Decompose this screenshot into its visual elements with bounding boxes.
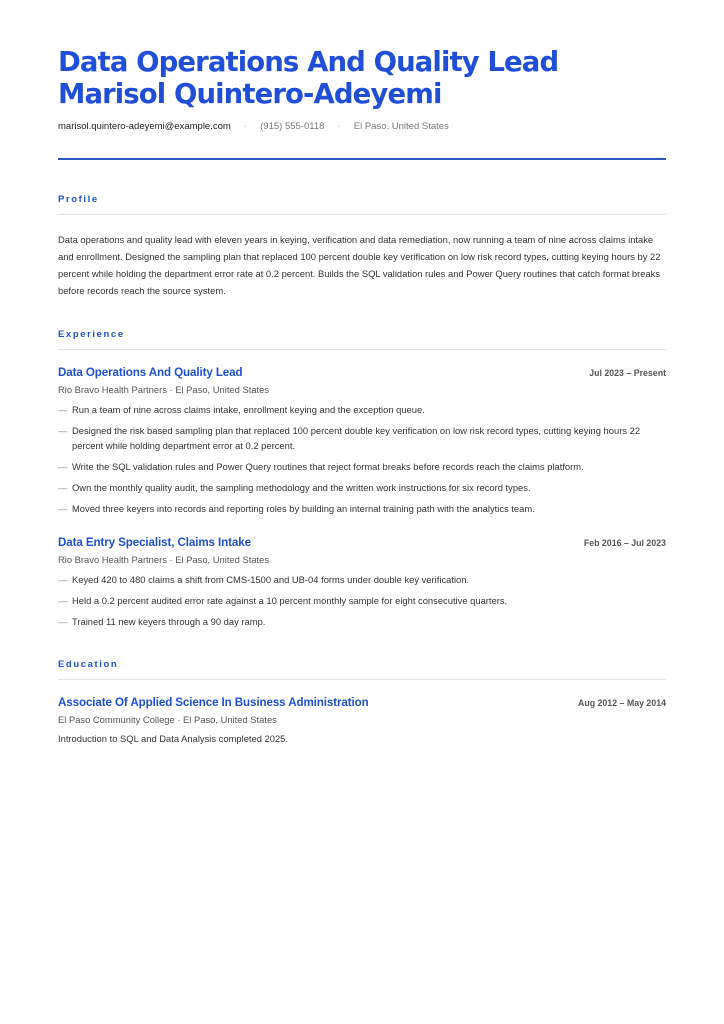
section-divider — [58, 214, 666, 215]
job-employer: Rio Bravo Health Partners · El Paso, United States — [58, 554, 270, 565]
profile-summary: Data operations and quality lead with eleven years in keying, verification and data remediation, now running a team of nine across claims intake and enrollment. Designed the sampling plan that replaced 100 percent double key verification on low risk record types, cutting keying hours by 22 percent while holding the department error rate at 0.2 percent. Builds the SQL validation rules and Power Query routines that catch format breaks before records reach the source system. — [58, 234, 661, 296]
education-header — [58, 696, 666, 709]
job-dates: Feb 2016 – Jul 2023 — [583, 538, 666, 548]
section-divider — [58, 679, 666, 680]
list-item — [58, 402, 666, 417]
list-item — [58, 593, 666, 608]
bullet-text: Keyed 420 to 480 claims a shift from CMS-1500 and UB-04 forms under double key verification. — [72, 574, 470, 585]
dash-icon: — — [58, 482, 68, 493]
education-entry — [58, 696, 666, 744]
job-title: Data Operations And Quality Lead — [58, 366, 243, 379]
experience-section — [58, 329, 666, 629]
job-header — [58, 536, 666, 549]
contact-location: El Paso, United States — [353, 121, 449, 132]
profile-section — [58, 194, 666, 299]
list-item — [58, 614, 666, 629]
education-section — [58, 659, 666, 744]
bullet-text: Own the monthly quality audit, the sampling methodology and the written work instructions for six record types. — [72, 482, 531, 493]
job-entry — [58, 536, 666, 629]
bullet-text: Designed the risk based sampling plan that replaced 100 percent double key verification on low risk record types, cutting keying hours 22 percent while holding department error at 0.2 percent. — [72, 425, 641, 451]
contact-email[interactable]: marisol.quintero-adeyemi@example.com — [58, 121, 231, 132]
bullet-text: Moved three keyers into records and reporting roles by building an internal training path with the analytics team. — [72, 503, 535, 514]
job-dates: Jul 2023 – Present — [589, 368, 666, 378]
dash-icon: — — [58, 461, 68, 472]
dash-icon: — — [58, 425, 68, 436]
list-item — [58, 423, 666, 453]
dash-icon: — — [58, 574, 68, 585]
dash-icon: — — [58, 404, 68, 415]
dash-icon: — — [58, 503, 68, 514]
bullet-text: Trained 11 new keyers through a 90 day ramp. — [72, 616, 266, 627]
contact-separator: · — [243, 121, 248, 132]
list-item — [58, 480, 666, 495]
section-title: Experience — [58, 329, 125, 340]
dash-icon: — — [58, 595, 68, 606]
job-bullets — [58, 402, 666, 516]
section-divider — [58, 349, 666, 350]
header-divider — [58, 158, 666, 160]
education-note: Introduction to SQL and Data Analysis completed 2025. — [58, 733, 289, 744]
section-title: Profile — [58, 194, 99, 205]
job-header — [58, 366, 666, 379]
section-title: Education — [58, 659, 119, 670]
bullet-text: Held a 0.2 percent audited error rate against a 10 percent monthly sample for eight consecutive quarters. — [72, 595, 508, 606]
list-item — [58, 572, 666, 587]
dash-icon: — — [58, 616, 68, 627]
job-entry — [58, 366, 666, 516]
contact-phone[interactable]: (915) 555-0118 — [260, 121, 325, 132]
school-name: El Paso Community College · El Paso, United States — [58, 714, 277, 725]
job-employer: Rio Bravo Health Partners · El Paso, United States — [58, 384, 270, 395]
job-title: Data Entry Specialist, Claims Intake — [58, 536, 251, 549]
list-item — [58, 459, 666, 474]
contact-separator: · — [337, 121, 341, 132]
degree-title: Associate Of Applied Science In Business Administration — [58, 696, 369, 709]
bullet-text: Write the SQL validation rules and Power Query routines that reject format breaks before records reach the claims platform. — [72, 461, 584, 472]
bullet-text: Run a team of nine across claims intake, enrollment keying and the exception queue. — [72, 404, 425, 415]
candidate-name: Data Operations And Quality Lead Marisol Quintero-Adeyemi — [58, 46, 559, 110]
list-item — [58, 501, 666, 516]
education-dates: Aug 2012 – May 2014 — [577, 698, 666, 708]
job-bullets — [58, 572, 666, 629]
contact-line — [58, 121, 666, 132]
